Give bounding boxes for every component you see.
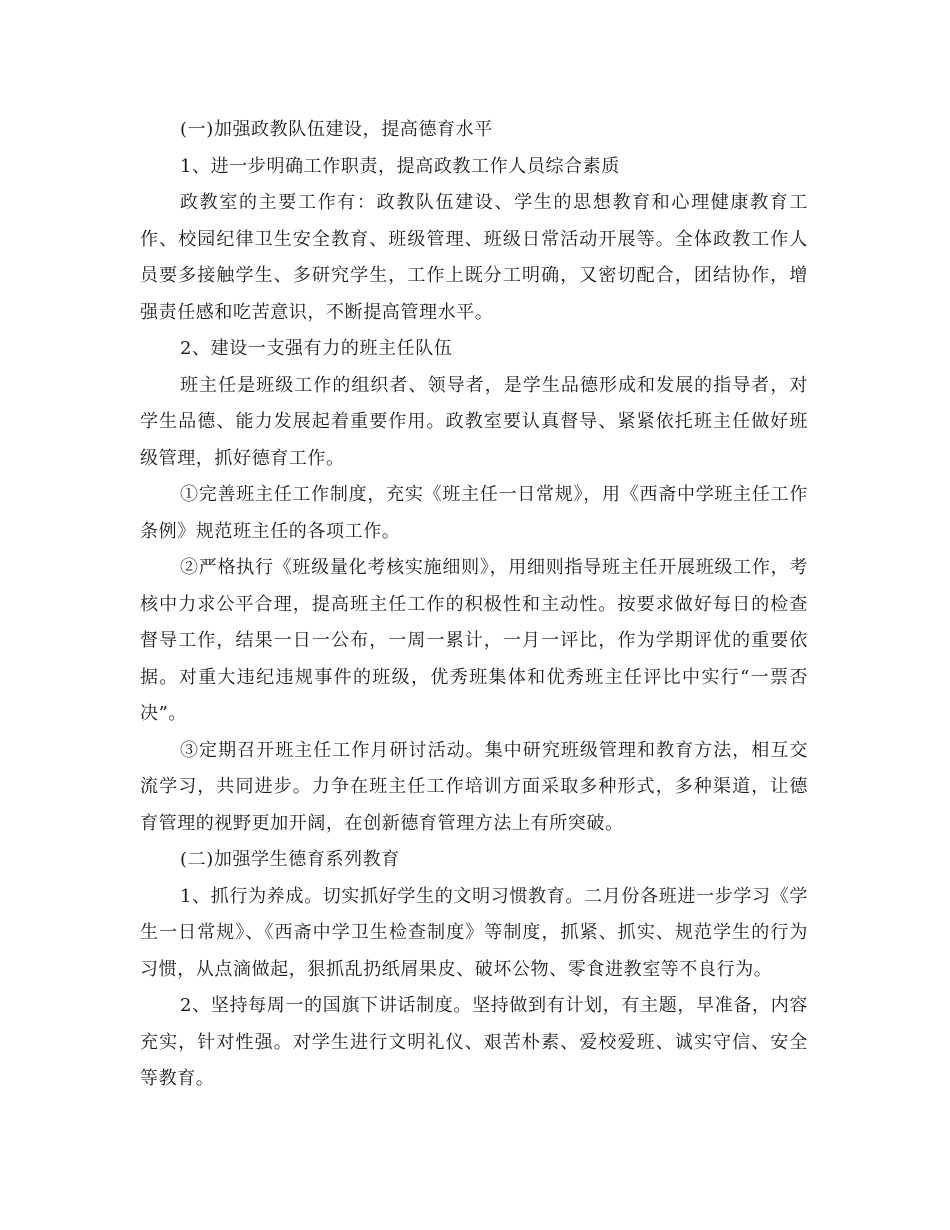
body-paragraph: 2、坚持每周一的国旗下讲话制度。坚持做到有计划，有主题，早准备，内容充实，针对性强。对学生进行文明礼仪、艰苦朴素、爱校爱班、诚实守信、安全等教育。 xyxy=(140,995,808,1089)
document-body xyxy=(140,112,808,1098)
subsection-heading-1-2: 2、建设一支强有力的班主任队伍 xyxy=(180,338,453,359)
list-item-2: ②严格执行《班级量化考核实施细则》，用细则指导班主任开展班级工作，考核中力求公平合理，提高班主任工作的积极性和主动性。按要求做好每日的检查督导工作，结果一日一公布，一周一累计，一月一评比，作为学期评优的重要依据。对重大违纪违规事件的班级，优秀班集体和优秀班主任评比中实行“一票否决”。 xyxy=(140,557,808,724)
list-item-1: ①完善班主任工作制度，充实《班主任一日常规》，用《西斋中学班主任工作条例》规范班主任的各项工作。 xyxy=(140,484,808,542)
body-paragraph: 政教室的主要工作有：政教队伍建设、学生的思想教育和心理健康教育工作、校园纪律卫生安全教育、班级管理、班级日常活动开展等。全体政教工作人员要多接触学生、多研究学生，工作上既分工明确，又密切配合，团结协作，增强责任感和吃苦意识，不断提高管理水平。 xyxy=(140,192,808,323)
list-item-3: ③定期召开班主任工作月研讨活动。集中研究班级管理和教育方法，相互交流学习，共同进步。力争在班主任工作培训方面采取多种形式，多种渠道，让德育管理的视野更加开阔，在创新德育管理方法上有所突破。 xyxy=(140,739,808,834)
body-paragraph: 1、抓行为养成。切实抓好学生的文明习惯教育。二月份各班进一步学习《学生一日常规》、《西斋中学卫生检查制度》等制度，抓紧、抓实、规范学生的行为习惯，从点滴做起，狠抓乱扔纸屑果皮、破坏公物、零食进教室等不良行为。 xyxy=(140,885,808,980)
body-paragraph: 班主任是班级工作的组织者、领导者，是学生品德形成和发展的指导者，对学生品德、能力发展起着重要作用。政教室要认真督导、紧紧依托班主任做好班级管理，抓好德育工作。 xyxy=(140,374,808,469)
section-heading-1: (一)加强政教队伍建设，提高德育水平 xyxy=(180,119,493,140)
section-heading-2: (二)加强学生德育系列教育 xyxy=(180,849,400,870)
subsection-heading-1-1: 1、进一步明确工作职责，提高政教工作人员综合素质 xyxy=(180,155,620,177)
